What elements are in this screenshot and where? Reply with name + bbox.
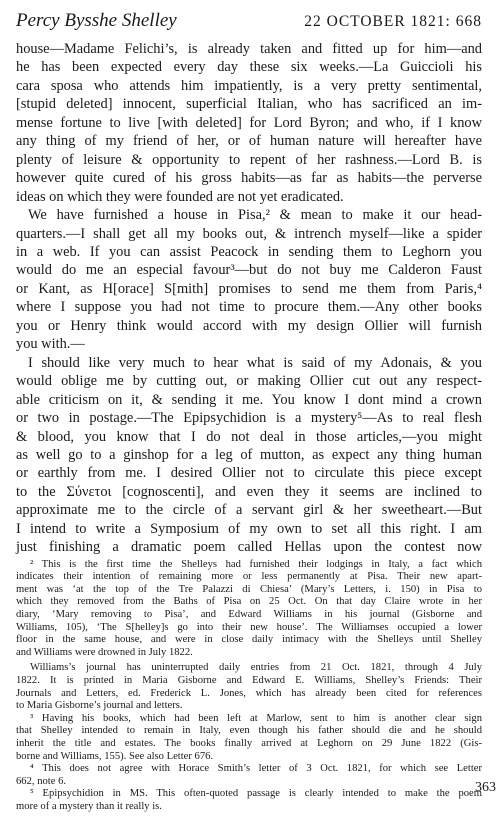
paragraph-3 xyxy=(16,354,482,557)
footnote-line: more of a mystery than it really is. xyxy=(16,800,162,812)
text-line: We have furnished a house in Pisa,² & mean to make it our head- xyxy=(28,207,482,224)
footnote-line: ⁴ This does not agree with Horace Smith’s letter of 3 Oct. 1821, for which see Letter xyxy=(30,763,482,775)
footnote-line: indicates their intention of remaining more or less permanently at Pisa. Their new apart- xyxy=(16,571,482,583)
text-line: or two in postage.—The Epipsychidion is a mystery⁵—As to real flesh xyxy=(16,410,482,427)
footnote-line: 662, note 6. xyxy=(16,775,67,787)
footnote-2-continued xyxy=(16,662,482,712)
text-line: mense fortune to live [with deleted] for Lord Byron; and who, if I know xyxy=(16,114,482,131)
page-number: 363 xyxy=(475,780,496,795)
text-line: approximate me to the circle of a servant girl & her sweetheart.—But xyxy=(16,502,482,519)
text-line: any thing of my friend of her, or of human nature will hereafter have xyxy=(16,133,482,150)
running-header xyxy=(16,10,482,40)
text-line: I should like very much to hear what is said of my Adonais, & you xyxy=(28,354,482,371)
footnote-line: floor in the same house, and were in close daily intimacy with the Shelleys until Shelley xyxy=(16,634,482,646)
letter-body xyxy=(16,40,482,557)
text-line: or Kant, as H[orace] S[mith] promises to send me them from Paris,⁴ xyxy=(16,280,482,297)
footnotes xyxy=(16,559,482,814)
footnote-2 xyxy=(16,559,482,660)
text-line: house—Madame Felichi’s, is already taken and fitted up for him—and xyxy=(16,41,482,57)
footnote-line: that Shelley intended to remain in Italy, even though his father should die and he should xyxy=(16,725,482,737)
footnote-line: ment was ‘at the top of the Tre Palazzi di Chiesa’ (Mary’s Letters, i. 150) in Pisa to xyxy=(16,583,482,595)
footnote-line: Journals and Letters, ed. Frederick L. Jones, which has already been cited for references xyxy=(16,687,482,699)
footnote-line: to Maria Gisborne’s journal and letters. xyxy=(16,700,183,712)
text-line: quarters.—I shall get all my books out, & intrench myself—like a spider xyxy=(16,225,482,242)
text-line: cara sposa who attends him impatiently, is a very pretty sentimental, xyxy=(16,77,482,94)
text-line: plenty of leisure & opportunity to repent of her rashness.—Lord B. is xyxy=(16,151,482,168)
footnote-line: and Williams were drowned in July 1822. xyxy=(16,646,193,658)
text-line: you with.— xyxy=(16,336,85,353)
text-line: he has been expected every day these six weeks.—La Guiccioli his xyxy=(16,59,482,76)
date-letter-number: 22 OCTOBER 1821: 668 xyxy=(304,13,482,30)
text-line: to the Σύνετοι [cognoscenti], and even they it seems are inclined to xyxy=(16,483,482,500)
text-line: you or Henry think would accord with my design Ollier will furnish xyxy=(16,317,482,334)
text-line: ideas on which they were founded are not yet eradicated. xyxy=(16,188,344,205)
footnote-line: ³ Having his books, which had been left at Marlow, sent to him is another clear sign xyxy=(30,712,482,724)
text-line: able criticism on it, & sending it me. You know I dont mind a crown xyxy=(16,391,482,408)
footnote-line: ⁵ Epipsychidion in MS. This often-quoted passage is clearly intended to make the poem xyxy=(30,788,482,800)
paragraph-2 xyxy=(16,206,482,354)
text-line: [stupid deleted] innocent, superficial Italian, who has sacrificed an im- xyxy=(16,96,482,113)
paragraph-1 xyxy=(16,40,482,206)
footnote-3 xyxy=(16,713,482,763)
footnote-line: Williams, 105), ‘The S[helley]s go into their new house’. The Williamses occupied a lower xyxy=(16,621,482,633)
text-line: would oblige me by cutting out, or making Ollier cut out any respect- xyxy=(16,373,482,390)
text-line: as well go to a ginshop for a leg of mutton, as expect any thing human xyxy=(16,446,482,463)
footnote-line: diary, ‘Mary removing to Pisa’, and Edward Williams in his journal (Gisborne and xyxy=(16,609,482,621)
footnote-line: inherit the title and estates. The books finally arrived at Leghorn on 29 June 1822 (Gis- xyxy=(16,738,482,749)
text-line: would do me an especial favour³—but do not buy me Calderon Faust xyxy=(16,262,482,279)
running-title: Percy Bysshe Shelley xyxy=(16,10,177,31)
footnote-5 xyxy=(16,788,482,813)
footnote-4 xyxy=(16,763,482,788)
footnote-line: which they removed from the Baths of Pisa on 25 Oct. On that day Claire wrote in her xyxy=(16,596,482,608)
footnote-line: ² This is the first time the Shelleys had furnished their lodgings in Italy, a fact which xyxy=(30,558,482,570)
footnote-line: Williams’s journal has uninterrupted daily entries from 21 Oct. 1821, through 4 July xyxy=(30,662,482,674)
footnote-line: borne and Williams, 155). See also Letter 676. xyxy=(16,750,214,762)
text-line: however quite cured of his gross habits—as far as habits—the perverse xyxy=(16,170,482,187)
text-line: where I suppose you had not time to procure them.—Any other books xyxy=(16,299,482,316)
text-line: or earthly from me. I desired Ollier not to circulate this piece except xyxy=(16,465,482,482)
page xyxy=(16,10,482,814)
text-line: in a web. If you can assist Peacock in sending them to Leghorn you xyxy=(16,243,482,260)
text-line: & blood, you know that I do not deal in those articles,—you might xyxy=(16,428,482,445)
text-line: I intend to write a Symposium of my own to set all this right. I am xyxy=(16,520,482,537)
text-line: just finishing a dramatic poem called Hellas upon the contest now xyxy=(16,539,482,556)
footnote-line: 1822. It is printed in Maria Gisborne and Edward E. Williams, Shelley’s Friends: Their xyxy=(16,675,482,687)
